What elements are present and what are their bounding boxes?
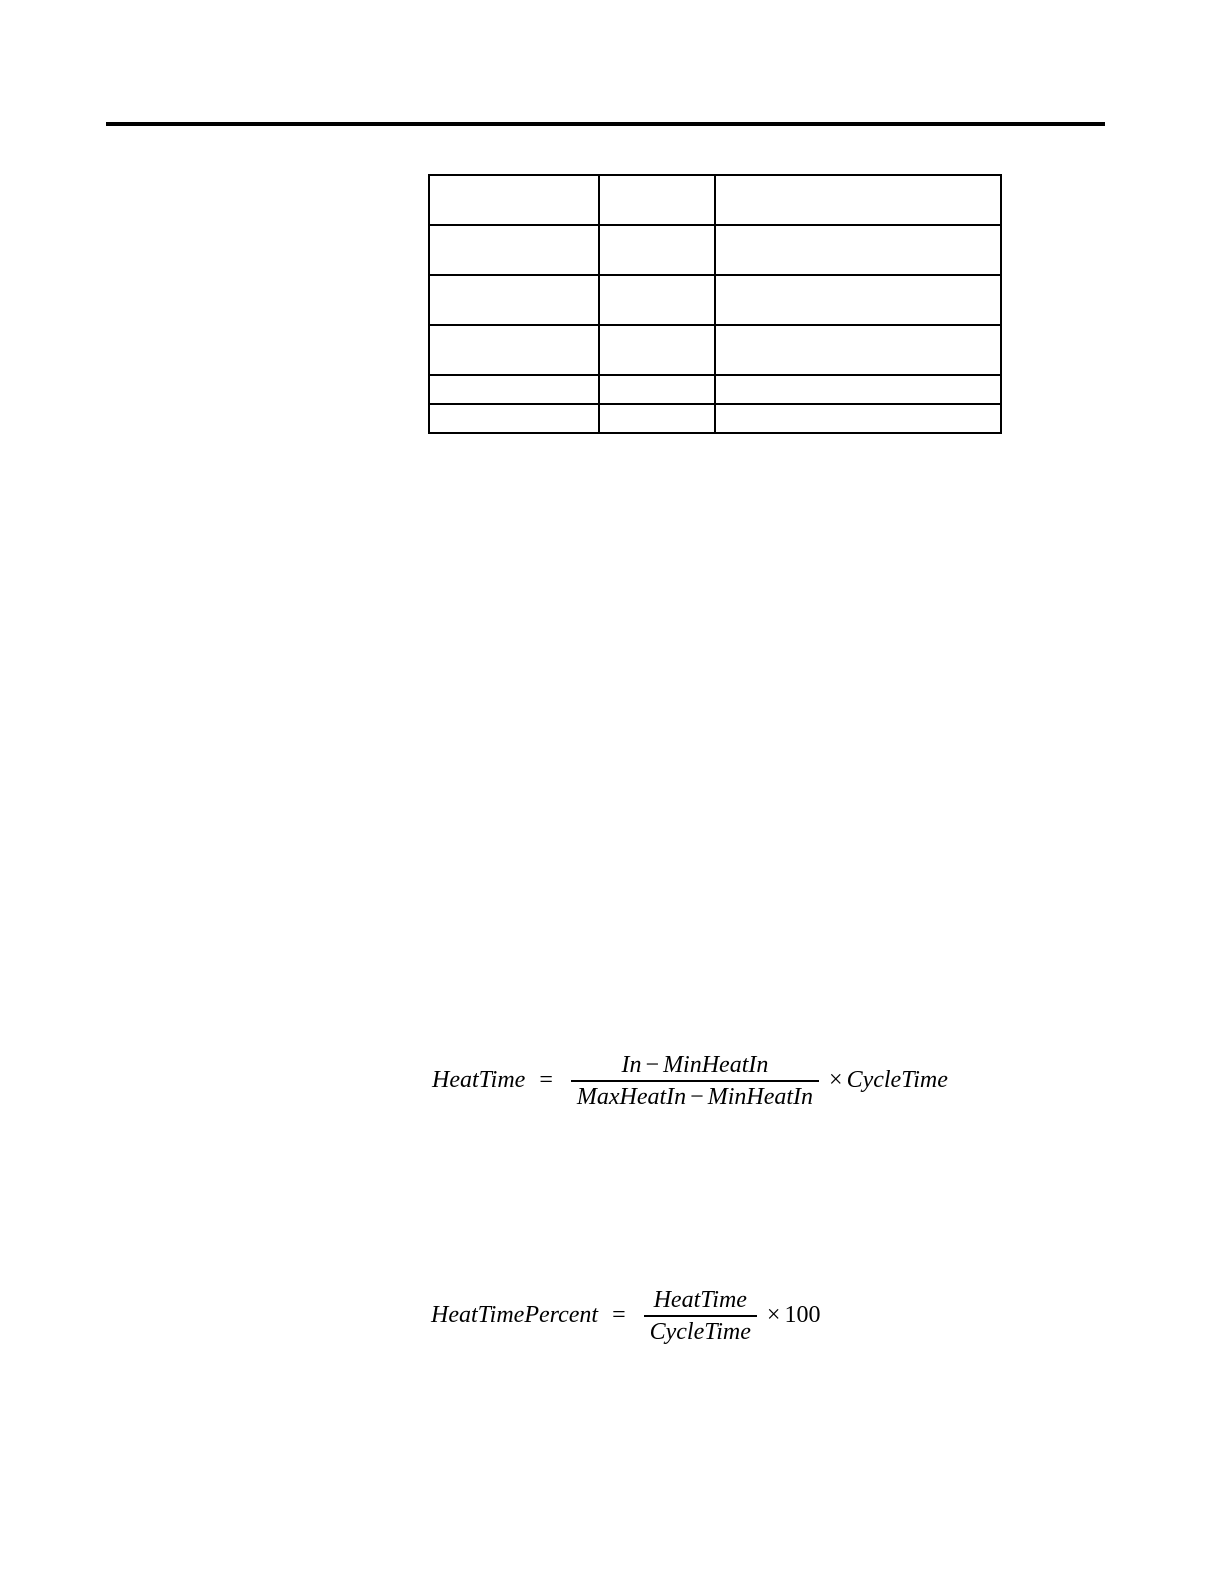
equation-factor: CycleTime <box>846 1067 948 1094</box>
denominator-term: MaxHeatIn <box>576 1083 687 1110</box>
heat-time-equation <box>432 1052 948 1110</box>
table-cell <box>599 325 715 375</box>
table-cell <box>715 404 1001 433</box>
minus-sign: − <box>645 1052 660 1078</box>
table-cell <box>715 175 1001 225</box>
table-cell <box>599 404 715 433</box>
numerator-term: MinHeatIn <box>663 1052 769 1078</box>
parameter-table <box>428 174 1002 434</box>
table-row <box>429 275 1001 325</box>
table-cell <box>715 375 1001 404</box>
equation-lhs: HeatTime <box>432 1067 526 1094</box>
table-cell <box>429 275 599 325</box>
fraction-numerator <box>616 1052 775 1080</box>
table-row <box>429 375 1001 404</box>
equation-fraction <box>571 1052 819 1110</box>
times-sign: × <box>829 1067 843 1094</box>
fraction-denominator: CycleTime <box>649 1318 751 1345</box>
table-cell <box>429 404 599 433</box>
table-row <box>429 175 1001 225</box>
equation-factor: 100 <box>784 1302 821 1329</box>
table-cell <box>599 375 715 404</box>
table-cell <box>715 275 1001 325</box>
minus-sign: − <box>690 1083 704 1110</box>
table-cell <box>599 275 715 325</box>
table-cell <box>429 325 599 375</box>
equals-sign: = <box>539 1067 553 1094</box>
times-sign: × <box>766 1302 781 1329</box>
table-cell <box>429 375 599 404</box>
table-row <box>429 225 1001 275</box>
table-cell <box>599 225 715 275</box>
table-cell <box>429 225 599 275</box>
fraction-denominator <box>571 1082 819 1110</box>
table-cell <box>429 175 599 225</box>
equation-lhs: HeatTimePercent <box>431 1302 599 1329</box>
header-rule <box>106 122 1105 126</box>
equals-sign: = <box>612 1302 626 1329</box>
table-cell <box>715 225 1001 275</box>
table-row <box>429 325 1001 375</box>
table-row <box>429 404 1001 433</box>
denominator-term: MinHeatIn <box>707 1083 814 1110</box>
numerator-term: In <box>621 1052 642 1078</box>
table-cell <box>715 325 1001 375</box>
table-cell <box>599 175 715 225</box>
fraction-numerator: HeatTime <box>653 1287 747 1313</box>
heat-time-percent-equation <box>431 1287 820 1345</box>
equation-fraction <box>644 1287 757 1345</box>
